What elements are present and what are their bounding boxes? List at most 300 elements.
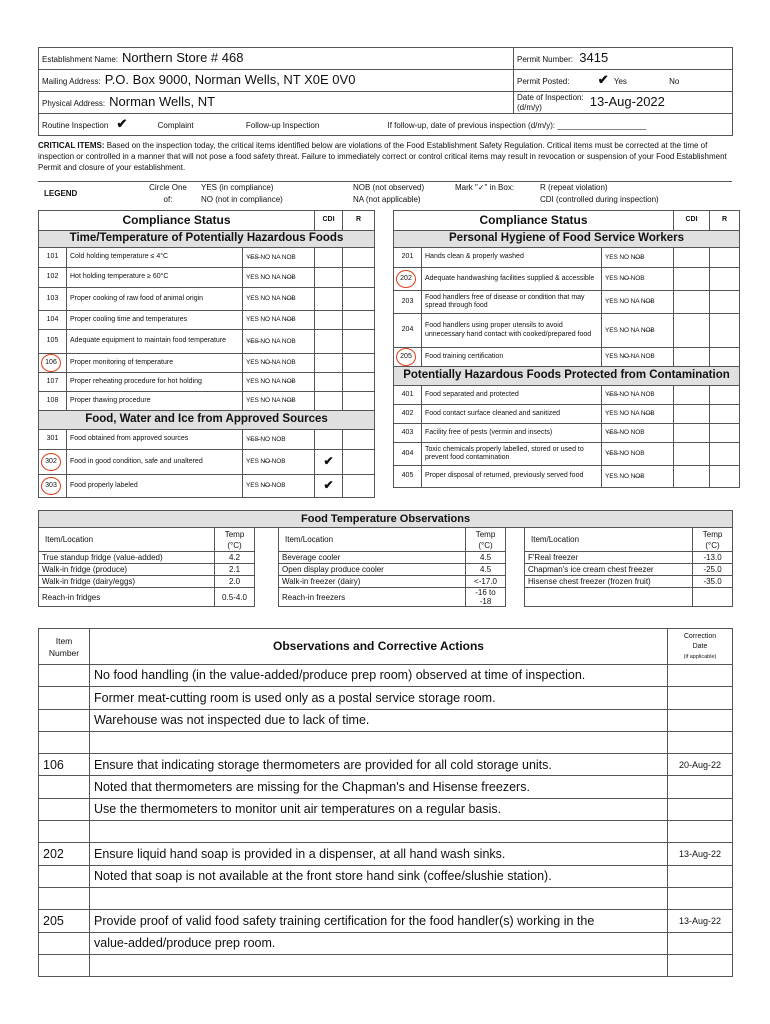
cdi-checkbox: [674, 466, 710, 488]
correction-date: 13-Aug-22: [668, 910, 733, 932]
item-description: Food contact surface cleaned and sanitized: [422, 405, 602, 424]
observation-item-number: [39, 865, 90, 887]
temp-row: [39, 564, 733, 576]
repeat-column-header: R: [710, 211, 740, 231]
repeat-checkbox: [710, 405, 740, 424]
section-title: Personal Hygiene of Food Service Workers: [394, 231, 740, 248]
permit-posted-yes: Yes: [613, 77, 627, 87]
temp-value: <-17.0: [466, 576, 506, 588]
compliance-options: YES NO N̶O̶B: [602, 248, 674, 268]
repeat-checkbox: [710, 348, 740, 367]
item-description: Proper reheating procedure for hot holding: [67, 373, 243, 392]
compliance-item-row: [394, 405, 740, 424]
cdi-checkbox: [315, 354, 343, 373]
item-number-header: [39, 629, 90, 665]
establishment-name-cell: [39, 48, 514, 70]
temp-item: Walk-in freezer (dairy): [279, 576, 466, 588]
repeat-checkbox: [710, 424, 740, 443]
item-location-header: Item/Location: [39, 528, 215, 552]
item-description: Hands clean & properly washed: [422, 248, 602, 268]
temp-value: -16 to -18: [466, 588, 506, 607]
correction-date: [668, 687, 733, 709]
repeat-checkbox: [343, 248, 375, 268]
compliance-options: YES N̶O̶ NA NOB: [602, 348, 674, 367]
temp-header-unit: (°C): [227, 540, 242, 550]
violation-circle: 106: [41, 354, 61, 372]
item-number: 204: [394, 314, 422, 348]
legend-circle-of: of:: [163, 194, 173, 204]
observation-text: [90, 821, 668, 843]
observation-item-number: 202: [39, 843, 90, 865]
item-number: 404: [394, 443, 422, 466]
establishment-info: [38, 47, 733, 136]
item-description: Food separated and protected: [422, 386, 602, 405]
compliance-header-row: [394, 211, 740, 231]
permit-posted-cell: [514, 70, 733, 92]
critical-items-label: CRITICAL ITEMS:: [38, 141, 105, 150]
food-temperature-observations: [38, 510, 733, 607]
repeat-column-header: R: [343, 211, 375, 231]
item-description: Facility free of pests (vermin and insects): [422, 424, 602, 443]
repeat-checkbox: [710, 314, 740, 348]
permit-number-value: 3415: [579, 50, 609, 66]
routine-inspection-checkmark: ✔: [116, 116, 128, 132]
correction-date: [668, 865, 733, 887]
cdi-column-header: CDI: [315, 211, 343, 231]
correction-date-header-line1: Correction: [683, 632, 717, 640]
permit-posted-label: Permit Posted:: [517, 77, 570, 87]
temp-value: [693, 588, 733, 607]
repeat-checkbox: [343, 311, 375, 330]
followup-inspection-label: Follow-up Inspection: [245, 121, 320, 131]
observation-text: Ensure liquid hand soap is provided in a dispenser, at all hand wash sinks.: [90, 843, 668, 865]
cdi-checkbox: [674, 405, 710, 424]
temp-item: Walk-in fridge (dairy/eggs): [39, 576, 215, 588]
temp-item: Walk-in fridge (produce): [39, 564, 215, 576]
observation-row: [39, 821, 733, 843]
observation-text: Former meat-cutting room is used only as a postal service storage room.: [90, 687, 668, 709]
compliance-item-row: [394, 248, 740, 268]
establishment-name-value: Northern Store # 468: [122, 50, 244, 66]
correction-date: [668, 887, 733, 909]
compliance-item-row: [39, 373, 375, 392]
compliance-item-row: [39, 248, 375, 268]
compliance-table-left: [38, 210, 375, 498]
temp-header-label: Temp: [702, 529, 723, 539]
item-number: 107: [39, 373, 67, 392]
repeat-checkbox: [710, 248, 740, 268]
temp-spacer: [506, 552, 525, 564]
item-description: Food handlers using proper utensils to avoid unnecessary hand contact with cooked/prepared food: [422, 314, 602, 348]
item-number: 105: [39, 330, 67, 354]
item-number: 201: [394, 248, 422, 268]
physical-address-label: Physical Address:: [42, 99, 106, 109]
repeat-checkbox: [710, 268, 740, 291]
item-description: Proper cooking of raw food of animal origin: [67, 288, 243, 311]
inspection-date-value: 13-Aug-2022: [589, 94, 665, 110]
legend-label: LEGEND: [44, 189, 78, 199]
violation-circle: 302: [41, 453, 61, 471]
item-number: [394, 348, 422, 367]
observation-row: [39, 910, 733, 932]
temp-header-unit: (°C): [705, 540, 720, 550]
observation-item-number: 205: [39, 910, 90, 932]
permit-posted-no: No: [669, 77, 680, 87]
legend-mark: Mark "✓" in Box:: [455, 183, 515, 193]
observation-text: Noted that soap is not available at the front store hand sink (coffee/slushie station).: [90, 865, 668, 887]
item-number: 203: [394, 291, 422, 314]
correction-date-header: [668, 629, 733, 665]
observation-text: Provide proof of valid food safety training certification for the food handler(s) working in the: [90, 910, 668, 932]
critical-items-text: Based on the inspection today, the critical items identified below are violations of the Food Establishment Safety Regulation. Critical items must be corrected at the time of inspection or controlled in a manner that will not pose a food safety threat. Failure to immediately correct or control critical items may result in revocation or suspension of your Food Establishment Permit and closure of your establishment.: [38, 141, 727, 172]
observation-item-number: 106: [39, 754, 90, 776]
temp-item: F'Real freezer: [525, 552, 693, 564]
temp-spacer: [255, 564, 279, 576]
observation-row: [39, 731, 733, 753]
mailing-address-cell: [39, 70, 514, 92]
temp-value: 2.1: [215, 564, 255, 576]
inspection-date-label: Date of Inspection:: [517, 92, 584, 102]
permit-number-label: Permit Number:: [517, 55, 574, 65]
cdi-checkbox: [674, 443, 710, 466]
temp-item: True standup fridge (value-added): [39, 552, 215, 564]
item-description: Food in good condition, safe and unaltered: [67, 450, 243, 475]
temp-header-label: Temp: [224, 529, 245, 539]
compliance-options: YES N̶O̶ NOB: [243, 475, 315, 498]
observation-item-number: [39, 887, 90, 909]
cdi-checkbox: [315, 330, 343, 354]
legend-nob: NOB (not observed): [353, 183, 425, 193]
observation-row: [39, 709, 733, 731]
mailing-address-value: P.O. Box 9000, Norman Wells, NT X0E 0V0: [104, 72, 356, 88]
observation-text: Warehouse was not inspected due to lack of time.: [90, 709, 668, 731]
compliance-item-row: [394, 424, 740, 443]
compliance-item-row: [394, 386, 740, 405]
legend-no: NO (not in compliance): [201, 194, 283, 204]
item-number: 403: [394, 424, 422, 443]
cdi-checkbox: [315, 288, 343, 311]
establishment-name-label: Establishment Name:: [42, 55, 119, 65]
cdi-checkbox: ✔: [315, 475, 343, 498]
compliance-options: YES N̶O̶ NOB: [243, 450, 315, 475]
repeat-checkbox: [343, 373, 375, 392]
compliance-item-row: [39, 475, 375, 498]
section-row: [394, 231, 740, 248]
compliance-options: YES N̶O̶ NOB: [602, 268, 674, 291]
repeat-checkbox: [343, 430, 375, 450]
temp-value: 4.5: [466, 552, 506, 564]
legend-cdi: CDI (controlled during inspection): [540, 194, 659, 204]
observation-row: [39, 687, 733, 709]
compliance-options: Y̶E̶S̶ NO NOB: [602, 424, 674, 443]
item-description: Hot holding temperature ≥ 60°C: [67, 268, 243, 288]
item-description: Food obtained from approved sources: [67, 430, 243, 450]
correction-date-header-line2: Date: [692, 642, 708, 650]
routine-inspection-label: Routine Inspection: [42, 121, 109, 131]
temp-spacer: [255, 552, 279, 564]
compliance-status-title: Compliance Status: [39, 211, 315, 231]
item-number: 405: [394, 466, 422, 488]
correction-date: [668, 821, 733, 843]
observation-text: Noted that thermometers are missing for the Chapman's and Hisense freezers.: [90, 776, 668, 798]
item-number: [39, 450, 67, 475]
item-description: Proper monitoring of temperature: [67, 354, 243, 373]
repeat-checkbox: [343, 354, 375, 373]
cdi-checkbox: [674, 314, 710, 348]
compliance-options: Y̶E̶S̶ NO NA NOB: [243, 248, 315, 268]
temp-spacer: [506, 528, 525, 552]
item-location-header: Item/Location: [279, 528, 466, 552]
item-description: Proper disposal of returned, previously served food: [422, 466, 602, 488]
observation-item-number: [39, 954, 90, 976]
repeat-checkbox: [710, 291, 740, 314]
compliance-item-row: [39, 288, 375, 311]
section-title: Food, Water and Ice from Approved Sources: [39, 411, 375, 430]
temp-item: Reach-in freezers: [279, 588, 466, 607]
legend-na: NA (not applicable): [353, 194, 421, 204]
legend-yes: YES (in compliance): [201, 183, 274, 193]
correction-date: 20-Aug-22: [668, 754, 733, 776]
compliance-item-row: [39, 330, 375, 354]
compliance-header-row: [39, 211, 375, 231]
correction-date: [668, 798, 733, 820]
compliance-item-row: [394, 443, 740, 466]
repeat-checkbox: [343, 330, 375, 354]
item-description: Proper thawing procedure: [67, 392, 243, 411]
compliance-item-row: [39, 268, 375, 288]
repeat-checkbox: [710, 466, 740, 488]
item-description: Food properly labeled: [67, 475, 243, 498]
temp-item: Hisense chest freezer (frozen fruit): [525, 576, 693, 588]
section-row: [394, 367, 740, 386]
temp-spacer: [255, 588, 279, 607]
observation-item-number: [39, 687, 90, 709]
temp-header-row: [39, 528, 733, 552]
observation-row: [39, 798, 733, 820]
inspection-date-format: (d/m/y): [517, 102, 542, 112]
cdi-checkbox: [315, 392, 343, 411]
section-title: Potentially Hazardous Foods Protected from Contamination: [394, 367, 740, 386]
cdi-checkbox: [674, 348, 710, 367]
compliance-item-row: [394, 348, 740, 367]
observation-text: Use the thermometers to monitor unit air temperatures on a regular basis.: [90, 798, 668, 820]
temp-header: [466, 528, 506, 552]
observation-row: [39, 754, 733, 776]
repeat-checkbox: [710, 443, 740, 466]
correction-date-header-line3: (if applicable): [683, 653, 717, 660]
temp-spacer: [255, 576, 279, 588]
cdi-checkbox: [674, 268, 710, 291]
observation-row: [39, 776, 733, 798]
temp-value: 4.2: [215, 552, 255, 564]
item-description: Food handlers free of disease or condition that may spread through food: [422, 291, 602, 314]
correction-date: [668, 731, 733, 753]
compliance-options: YES N̶O̶ NA NOB: [243, 354, 315, 373]
critical-items-notice: [38, 140, 732, 173]
observation-text: Ensure that indicating storage thermometers are provided for all cold storage units.: [90, 754, 668, 776]
mailing-address-label: Mailing Address:: [42, 77, 101, 87]
compliance-table-right: [393, 210, 740, 488]
repeat-checkbox: [343, 450, 375, 475]
item-description: Adequate handwashing facilities supplied & accessible: [422, 268, 602, 291]
repeat-checkbox: [343, 475, 375, 498]
temp-value: 0.5-4.0: [215, 588, 255, 607]
correction-date: [668, 665, 733, 687]
temp-spacer: [255, 528, 279, 552]
observation-item-number: [39, 709, 90, 731]
cdi-checkbox: [315, 430, 343, 450]
observation-item-number: [39, 665, 90, 687]
legend-spacer: [452, 194, 537, 206]
compliance-item-row: [394, 314, 740, 348]
cdi-checkbox: ✔: [315, 450, 343, 475]
observation-row: [39, 865, 733, 887]
compliance-right-body: [394, 211, 740, 488]
section-row: [39, 411, 375, 430]
violation-circle: 205: [396, 348, 416, 366]
item-number: [39, 475, 67, 498]
observation-item-number: [39, 798, 90, 820]
cdi-column-header: CDI: [674, 211, 710, 231]
compliance-options: YES NO NA N̶O̶B: [243, 288, 315, 311]
temp-row: [39, 552, 733, 564]
temp-item: Open display produce cooler: [279, 564, 466, 576]
observation-text: No food handling (in the value-added/produce prep room) observed at time of inspection.: [90, 665, 668, 687]
permit-posted-checkmark: ✔: [597, 72, 609, 88]
item-number: 104: [39, 311, 67, 330]
compliance-item-row: [39, 354, 375, 373]
repeat-checkbox: [343, 288, 375, 311]
cdi-checkbox: [315, 268, 343, 288]
observation-item-number: [39, 776, 90, 798]
temp-row: [39, 588, 733, 607]
observation-item-number: [39, 821, 90, 843]
physical-address-value: Norman Wells, NT: [109, 94, 216, 110]
compliance-options: YES NO NA N̶O̶B: [243, 268, 315, 288]
legend-repeat: R (repeat violation): [540, 183, 608, 193]
compliance-item-row: [394, 268, 740, 291]
observation-row: [39, 665, 733, 687]
temp-header: [693, 528, 733, 552]
item-number: 402: [394, 405, 422, 424]
correction-date: [668, 776, 733, 798]
compliance-options: YES NO NA N̶O̶B: [243, 311, 315, 330]
section-title: Time/Temperature of Potentially Hazardous Foods: [39, 231, 375, 248]
compliance-item-row: [39, 311, 375, 330]
observations-table: [38, 628, 733, 977]
temp-value: 4.5: [466, 564, 506, 576]
compliance-options: Y̶E̶S̶ NO NOB: [602, 443, 674, 466]
physical-address-cell: [39, 92, 514, 114]
repeat-checkbox: [710, 386, 740, 405]
violation-circle: 303: [41, 477, 61, 495]
compliance-options: YES NO NA N̶O̶B: [602, 314, 674, 348]
item-number: 102: [39, 268, 67, 288]
observations-body: [39, 665, 733, 977]
repeat-checkbox: [343, 268, 375, 288]
observation-text: value-added/produce prep room.: [90, 932, 668, 954]
compliance-item-row: [39, 392, 375, 411]
followup-date-label: If follow-up, date of previous inspection (d/m/y): ____________________: [387, 121, 647, 131]
violation-circle: 202: [396, 270, 416, 288]
observation-item-number: [39, 932, 90, 954]
item-number-header-line1: Item: [55, 635, 73, 646]
temp-body: [39, 528, 733, 607]
inspection-date-cell: [514, 92, 733, 114]
item-number: [39, 354, 67, 373]
compliance-item-row: [394, 291, 740, 314]
compliance-item-row: [39, 430, 375, 450]
cdi-checkbox: [674, 248, 710, 268]
item-number: 101: [39, 248, 67, 268]
observations-header: Observations and Corrective Actions: [90, 629, 668, 665]
temp-header-unit: (°C): [478, 540, 493, 550]
observation-text: [90, 731, 668, 753]
item-description: Proper cooling time and temperatures: [67, 311, 243, 330]
observation-row: [39, 843, 733, 865]
observation-item-number: [39, 731, 90, 753]
item-number-header-line2: Number: [48, 647, 80, 658]
temp-spacer: [506, 564, 525, 576]
correction-date: 13-Aug-22: [668, 843, 733, 865]
temp-value: -35.0: [693, 576, 733, 588]
observation-row: [39, 887, 733, 909]
cdi-checkbox: [315, 248, 343, 268]
item-description: Food training certification: [422, 348, 602, 367]
item-location-header: Item/Location: [525, 528, 693, 552]
permit-number-cell: [514, 48, 733, 70]
section-row: [39, 231, 375, 248]
correction-date: [668, 709, 733, 731]
item-description: Toxic chemicals properly labelled, stored or used to prevent food contamination: [422, 443, 602, 466]
compliance-options: YES NO NA N̶O̶B: [243, 392, 315, 411]
correction-date: [668, 932, 733, 954]
compliance-status-title: Compliance Status: [394, 211, 674, 231]
temp-item: [525, 588, 693, 607]
item-number: 103: [39, 288, 67, 311]
compliance-options: YES NO N̶O̶B: [602, 466, 674, 488]
cdi-checkbox: [674, 386, 710, 405]
compliance-options: YES NO NA N̶O̶B: [243, 373, 315, 392]
complaint-label: Complaint: [157, 121, 194, 131]
temp-item: Chapman's ice cream chest freezer: [525, 564, 693, 576]
temp-header: [215, 528, 255, 552]
temp-value: -25.0: [693, 564, 733, 576]
compliance-options: Y̶E̶S̶ NO NOB: [243, 430, 315, 450]
inspection-type-cell: [39, 114, 733, 136]
cdi-checkbox: [315, 373, 343, 392]
legend-circle-one: Circle One: [149, 183, 187, 193]
cdi-checkbox: [674, 291, 710, 314]
compliance-left-body: [39, 211, 375, 498]
item-number: 401: [394, 386, 422, 405]
temp-title: Food Temperature Observations: [39, 511, 733, 528]
compliance-item-row: [39, 450, 375, 475]
item-number: [394, 268, 422, 291]
temp-spacer: [506, 576, 525, 588]
item-description: Cold holding temperature ≤ 4°C: [67, 248, 243, 268]
temp-spacer: [506, 588, 525, 607]
temp-item: Beverage cooler: [279, 552, 466, 564]
compliance-options: Y̶E̶S̶ NO NA NOB: [602, 386, 674, 405]
observation-text: [90, 887, 668, 909]
legend: [38, 181, 732, 206]
compliance-options: YES NO NA N̶O̶B: [602, 291, 674, 314]
item-description: Adequate equipment to maintain food temperature: [67, 330, 243, 354]
observation-row: [39, 954, 733, 976]
correction-date: [668, 954, 733, 976]
temp-value: -13.0: [693, 552, 733, 564]
